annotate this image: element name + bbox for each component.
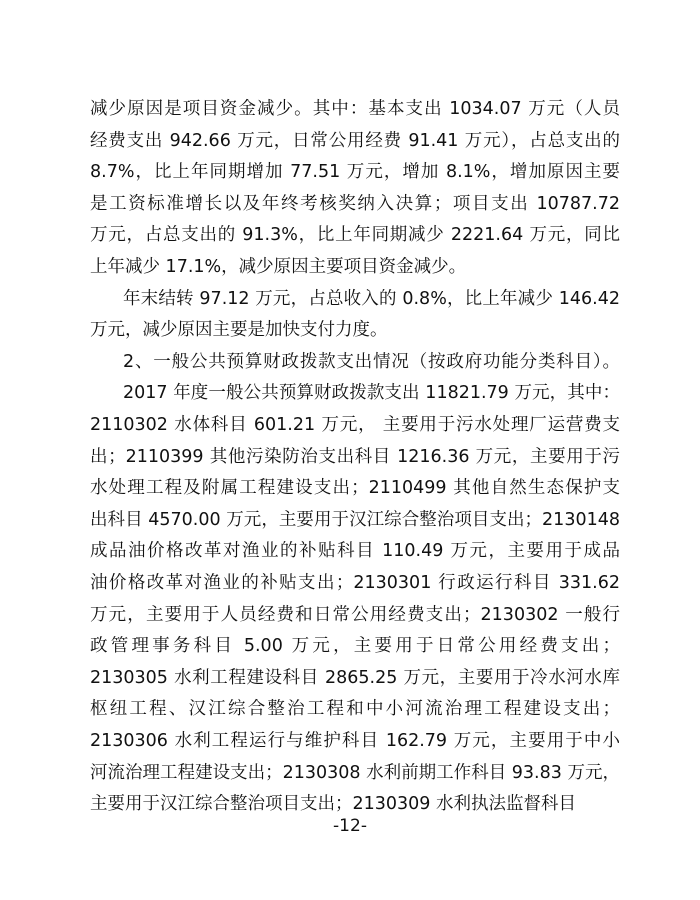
text-line: 河流治理工程建设支出；2130308 水利前期工作科目 93.83 万元，	[90, 762, 620, 783]
text-line: 万元，主要用于人员经费和日常公用经费支出；2130302 一般行	[90, 604, 620, 625]
text-line: 成品油价格改革对渔业的补贴科目 110.49 万元，主要用于成品	[90, 541, 620, 562]
text-line: 8.7%，比上年同期增加 77.51 万元，增加 8.1%，增加原因主要	[90, 162, 620, 183]
text-line: 2130306 水利工程运行与维护科目 162.79 万元，主要用于中小	[90, 731, 620, 751]
text-line: 2130305 水利工程建设科目 2865.25 万元，主要用于冷水河水库	[90, 667, 620, 688]
text-line: 主要用于汉江综合整治项目支出；2130309 水利执法监督科目	[90, 794, 576, 815]
text-line: 上年减少 17.1%，减少原因主要项目资金减少。	[90, 257, 467, 277]
text-line: 万元，占总支出的 91.3%，比上年同期减少 2221.64 万元，同比	[90, 225, 620, 246]
section-heading: 2、一般公共预算财政拨款支出情况（按政府功能分类科目）。	[123, 351, 620, 372]
text-line: 万元，减少原因主要是加快支付力度。	[90, 320, 388, 341]
text-line: 经费支出 942.66 万元，日常公用经费 91.41 万元），占总支出的	[90, 130, 620, 151]
text-line: 2110302 水体科目 601.21 万元， 主要用于污水处理厂运营费支	[90, 415, 620, 435]
text-line: 出；2110399 其他污染防治支出科目 1216.36 万元，主要用于污	[90, 446, 620, 467]
text-line: 是工资标准增长以及年终考核奖纳入决算；项目支出 10787.72	[90, 193, 620, 214]
text-line: 水处理工程及附属工程建设支出；2110499 其他自然生态保护支	[90, 478, 620, 499]
text-line: 减少原因是项目资金减少。其中：基本支出 1034.07 万元（人员	[90, 99, 620, 119]
text-line: 年末结转 97.12 万元，占总收入的 0.8%，比上年减少 146.42	[123, 288, 620, 309]
text-line: 枢纽工程、汉江综合整治工程和中小河流治理工程建设支出；	[90, 699, 620, 720]
text-line: 出科目 4570.00 万元，主要用于汉江综合整治项目支出；2130148	[90, 509, 620, 530]
text-line: 2017 年度一般公共预算财政拨款支出 11821.79 万元，其中：	[123, 383, 620, 404]
text-line: 油价格改革对渔业的补贴支出；2130301 行政运行科目 331.62	[90, 573, 620, 593]
text-line: 政管理事务科目 5.00 万元，主要用于日常公用经费支出；	[90, 636, 620, 657]
page-number: -12-	[333, 816, 367, 836]
